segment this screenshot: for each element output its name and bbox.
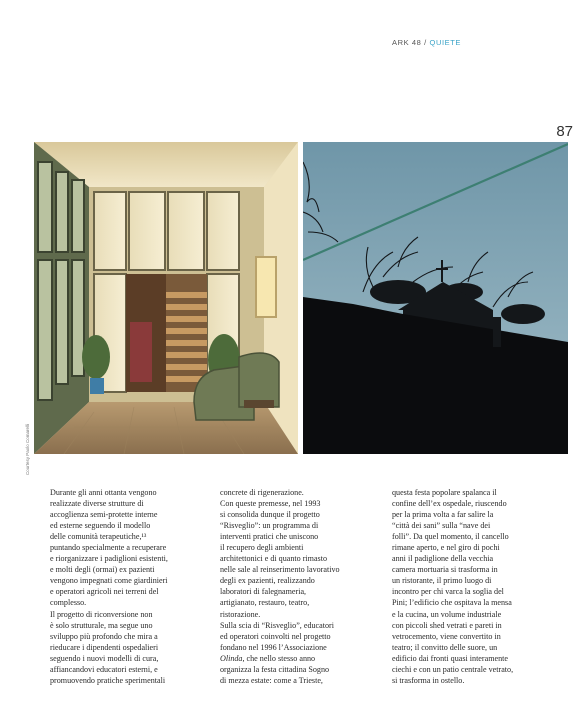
section-label: QUIETE [429,38,462,47]
text-line: concrete di rigenerazione. [220,488,304,497]
text-line: ciechi e con un patio centrale vetrato, [392,664,514,674]
text-line: artigianato, restauro, teatro, [220,598,310,608]
text-line: architettonici e di quanto rimasto [220,554,327,564]
text-line: è solo strutturale, ma segue uno [50,620,153,630]
text-line: con piccoli shed vetrati e pareti in [392,620,502,630]
page-number: 87 [556,123,573,140]
text-column-1 [50,487,210,697]
text-line: ed esterne seguendo il modello [50,521,151,531]
text-line: degli ex pazienti, realizzando [220,576,315,586]
text-column-3 [392,487,552,697]
text-line: delle comunità terapeutiche,¹³ [50,532,147,542]
text-line: puntando specialmente a recuperare [50,543,167,553]
text-line: seguendo i nuovi modelli di cura, [50,653,159,663]
text-line: questa festa popolare spalanca il [392,488,497,497]
text-line: Pini; l’edificio che ospitava la mensa [392,598,512,608]
text-line: il recupero degli ambienti [220,543,304,553]
text-line: di mezza estate: come a Trieste, [220,675,323,685]
text-line: un ristorante, il primo luogo di [392,576,492,586]
interior-photo-illustration [34,142,298,454]
text-line: teatro; il convitto delle suore, un [392,642,498,652]
text-line: rieducare i dipendenti ospedalieri [50,642,159,652]
text-line: camera mortuaria si trasforma in [392,565,498,575]
text-line: per la prima volta a far salire la [392,510,494,520]
text-line: rimane aperto, e nel giro di pochi [392,543,500,553]
text-line: edificio dai fronti quasi interamente [392,653,508,663]
header-separator: / [424,38,427,47]
text-line: Sulla scia di “Risveglio”, educatori [220,620,334,630]
text-line: interventi pratici che uniscono [220,532,319,542]
text-line: Il progetto di riconversione non [50,609,153,619]
text-line: laboratori di falegnameria, [220,587,307,597]
text-line: ristorazione. [220,609,261,619]
text-line: ed operatori coinvolti nel progetto [220,631,331,641]
text-line: “Risveglio”: un programma di [220,521,319,531]
text-column-2 [220,487,380,697]
text-line: realizzate diverse strutture di [50,499,144,509]
text-line: fondano nel 1996 l’Associazione [220,642,327,652]
text-line: nelle sale al reinserimento lavorativo [220,565,340,575]
text-line: folli”. Da quel momento, il cancello [392,532,509,542]
text-line: e operatori agricoli nei terreni del [50,587,159,597]
text-line: complesso. [50,598,87,608]
photo-credit: Courtesy Paolo Comarelli [25,423,30,475]
text-line: anni il padiglione della vecchia [392,554,494,564]
text-line: e riorganizzare i padiglioni esistenti, [50,554,168,564]
interior-photo [34,142,298,454]
text-line: organizza la festa cittadina Sogno [220,664,330,674]
exterior-photo [303,142,568,454]
text-line: vengono impegnati come giardinieri [50,576,168,586]
text-line: promuovendo pratiche sperimentali [50,675,166,685]
text-line: confine dell’ex ospedale, riuscendo [392,499,507,509]
issue-label: ARK 48 [392,38,422,47]
text-line: e la cucina, un volume industriale [392,609,502,619]
text-line: “città dei sani” sulla “nave dei [392,521,491,531]
text-line: vetrocemento, viene convertito in [392,631,501,641]
exterior-photo-illustration [303,142,568,454]
text-line: incontro per chi varca la soglia del [392,587,504,597]
text-line: affiancandovi educatori esterni, e [50,664,158,674]
running-header [392,38,552,50]
text-line: accoglienza semi-protette interne [50,510,158,520]
text-line: Con queste premesse, nel 1993 [220,499,321,509]
text-line: Olinda, che nello stesso anno [220,653,316,663]
text-line: si trasforma in ostello. [392,675,465,685]
text-line: si consolida dunque il progetto [220,510,320,520]
text-line: e molti degli (ormai) ex pazienti [50,565,155,575]
text-line: Durante gli anni ottanta vengono [50,488,157,497]
text-line: sviluppo più profondo che mira a [50,631,158,641]
